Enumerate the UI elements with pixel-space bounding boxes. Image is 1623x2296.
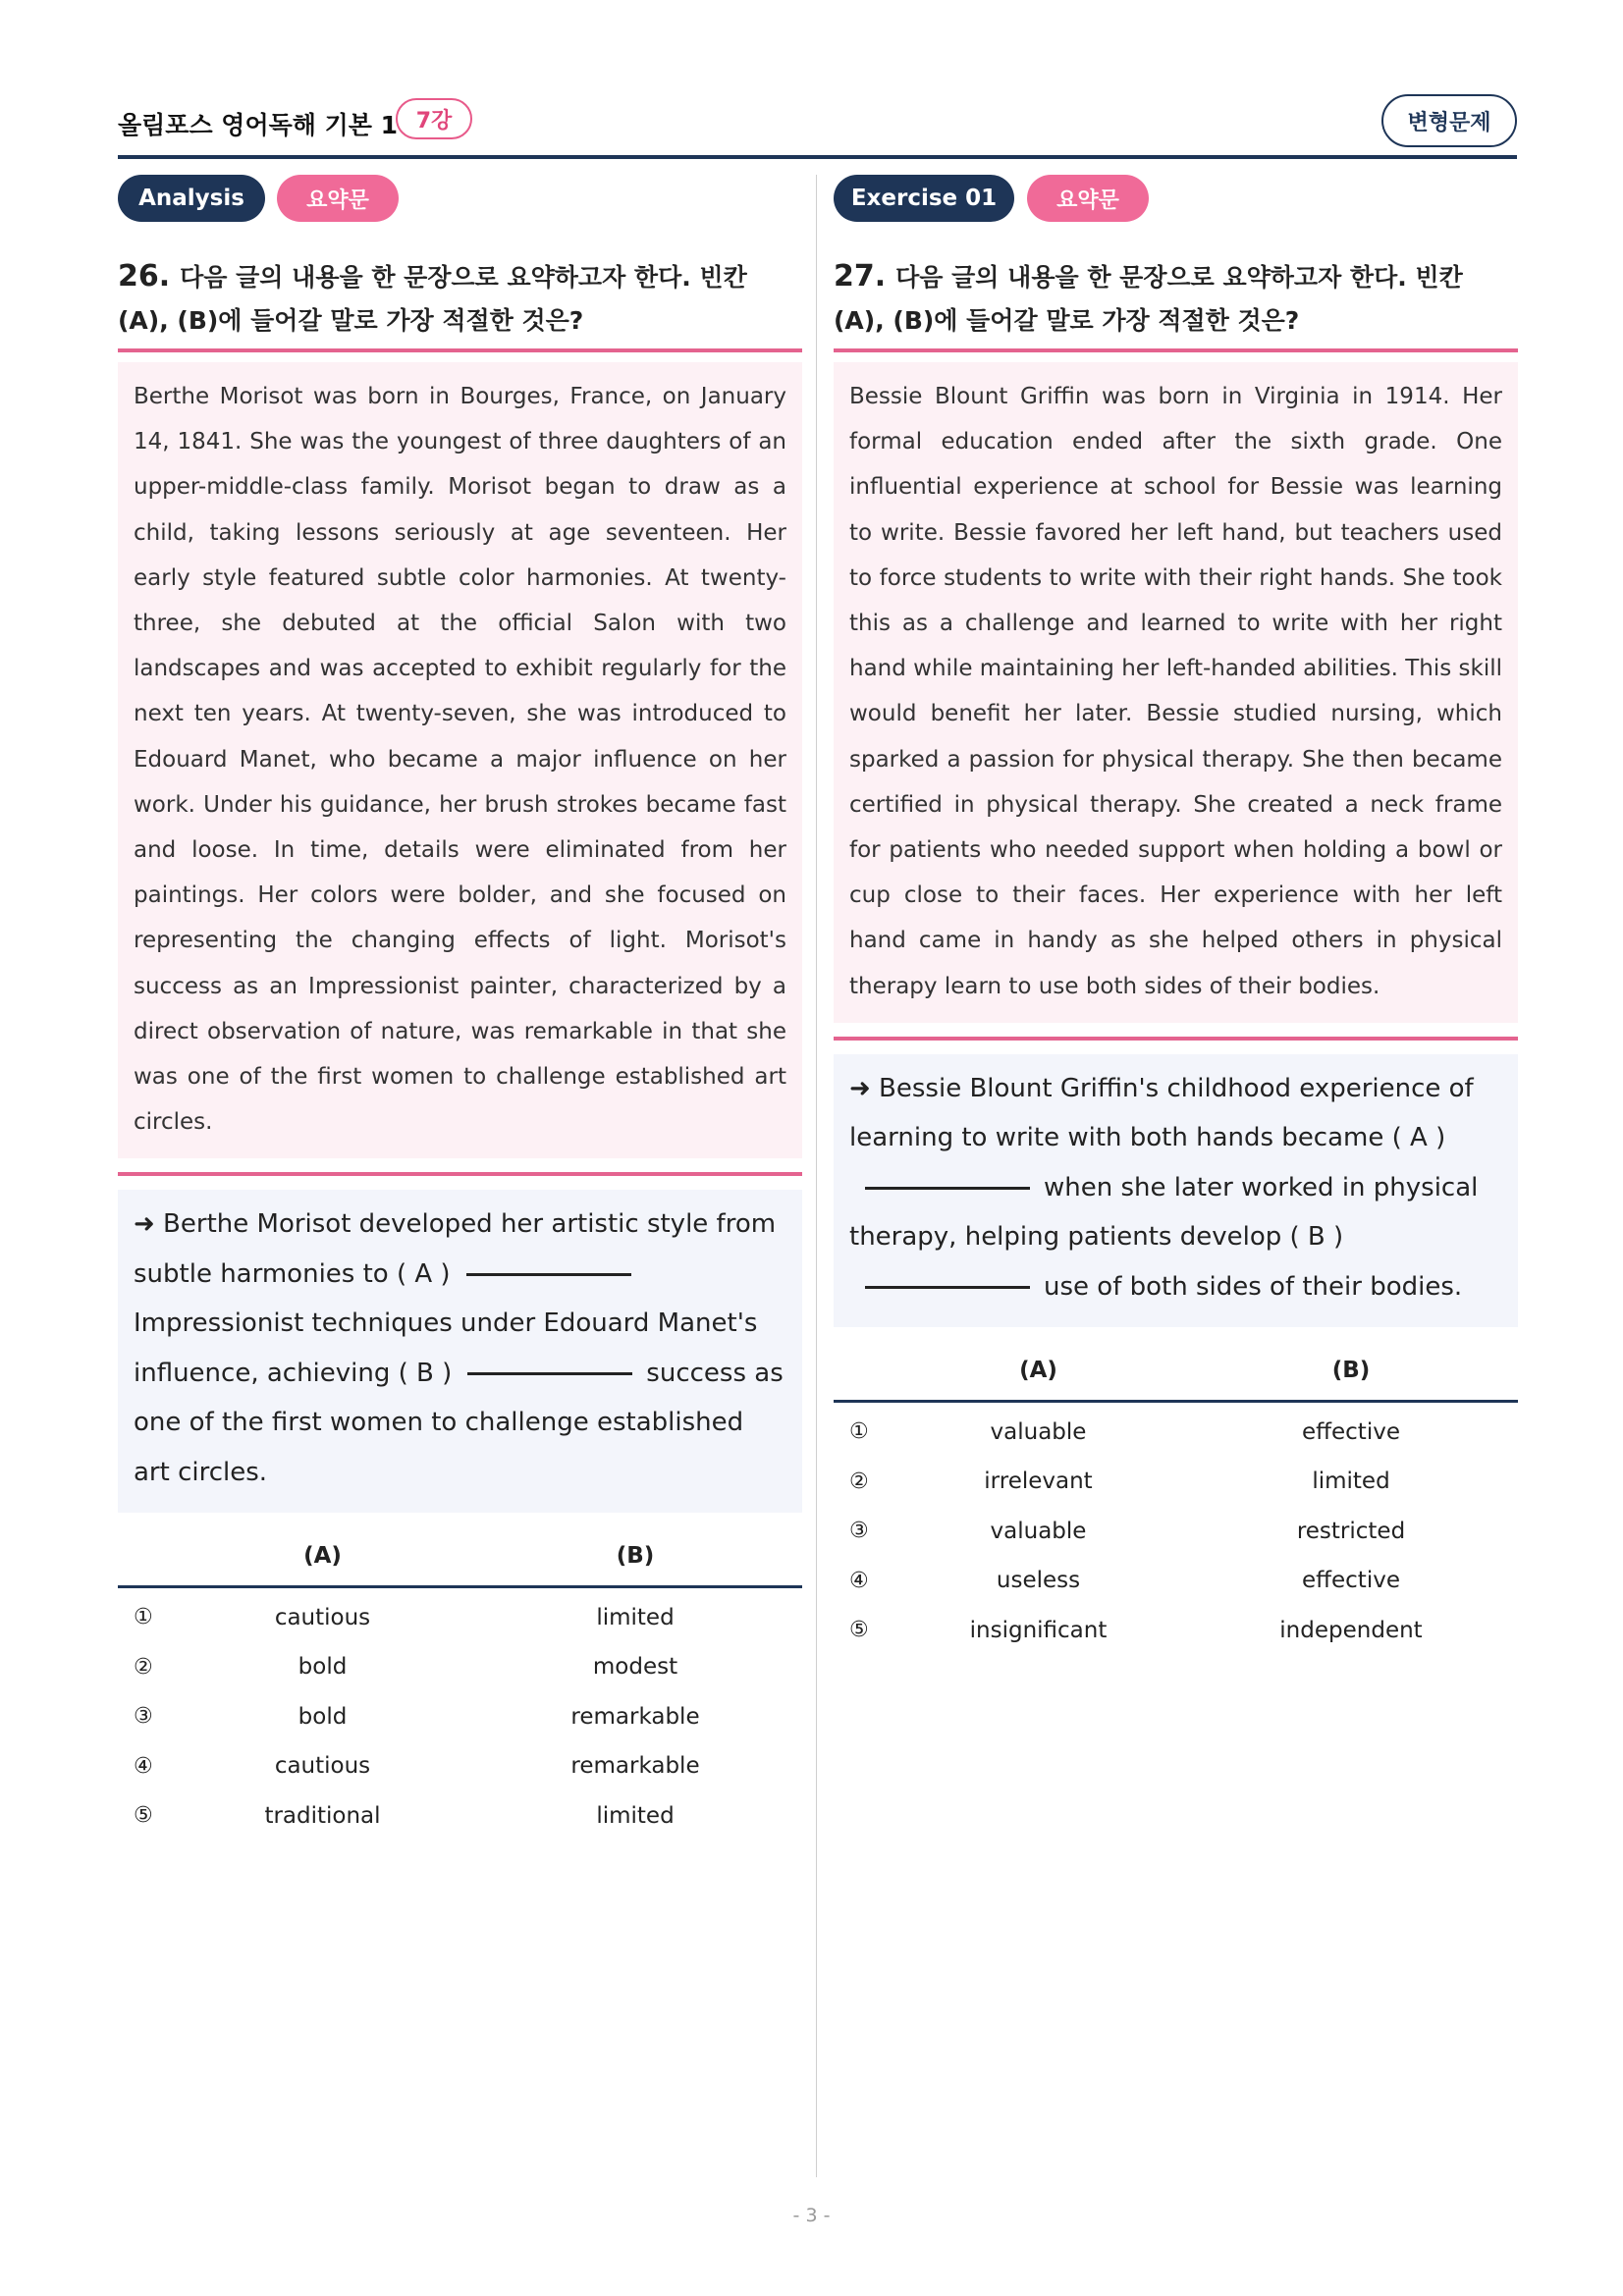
choice-row[interactable] xyxy=(118,1642,802,1692)
choice-number: ③ xyxy=(134,1704,153,1730)
choice-a: traditional xyxy=(264,1802,381,1829)
summary-tag: 요약문 xyxy=(1027,175,1149,222)
choices-header xyxy=(118,1526,802,1585)
tag-row xyxy=(834,175,1518,222)
left-column xyxy=(118,175,802,1841)
choice-row[interactable] xyxy=(834,1506,1518,1556)
blank-b xyxy=(467,1372,632,1375)
choice-b: limited xyxy=(1312,1468,1390,1495)
header-a: (A) xyxy=(1019,1358,1057,1384)
choice-b: limited xyxy=(596,1604,675,1630)
header-b: (B) xyxy=(616,1543,655,1570)
choice-a: insignificant xyxy=(969,1617,1108,1643)
choice-b: remarkable xyxy=(570,1753,700,1780)
choice-a: bold xyxy=(298,1654,348,1681)
summary-part-2: when she later worked in physical therapy, helping patients develop ( B ) xyxy=(849,1172,1479,1253)
choice-row[interactable] xyxy=(118,1790,802,1841)
choice-b: limited xyxy=(596,1802,675,1829)
choice-a: useless xyxy=(996,1568,1081,1594)
summary-tag: 요약문 xyxy=(277,175,399,222)
summary-part-3: use of both sides of their bodies. xyxy=(1044,1271,1463,1302)
column-divider xyxy=(816,175,817,2177)
passage: Bessie Blount Griffin was born in Virginia in 1914. Her formal education ended after the sixth grade. One influential experience at school for Bessie was learning to write. Bessie favored her left hand, but teachers used to force students to write with their right hands. She took this as a challenge and learned to write with her right hand while maintaining her left-handed abilities. This skill would benefit her later. Bessie studied nursing, which sparked a passion for physical therapy. She then became certified in physical therapy. She created a neck frame for patients who needed support when holding a bowl or cup close to their faces. Her experience with her left hand came in handy as she helped others in physical therapy learn to use both sides of their bodies. xyxy=(834,362,1518,1023)
choice-number: ② xyxy=(849,1468,869,1494)
choice-row[interactable] xyxy=(118,1741,802,1791)
blank-a xyxy=(466,1273,631,1276)
summary-part-3: success as one of the first women to challenge established art circles. xyxy=(134,1358,784,1487)
choice-a: bold xyxy=(298,1703,348,1730)
choice-b: remarkable xyxy=(570,1703,700,1730)
summary-part-1: ➜ Bessie Blount Griffin's childhood experience of learning to write with both hands became ( A ) xyxy=(849,1073,1474,1153)
choice-b: independent xyxy=(1279,1617,1423,1643)
choice-number: ② xyxy=(134,1654,153,1680)
answer-choices xyxy=(834,1341,1518,1655)
summary-box xyxy=(118,1190,802,1513)
passage: Berthe Morisot was born in Bourges, France, on January 14, 1841. She was the youngest of three daughters of an upper-middle-class family. Morisot began to draw as a child, taking lessons seriously at age seventeen. Her early style featured subtle color harmonies. At twenty-three, she debuted at the official Salon with two landscapes and was accepted to exhibit regularly for the next ten years. At twenty-seven, she was introduced to Edouard Manet, who became a major influence on her work. Under his guidance, her brush strokes became fast and loose. In time, details were eliminated from her paintings. Her colors were bolder, and she focused on representing the changing effects of light. Morisot's success as an Impressionist painter, characterized by a direct observation of nature, was remarkable in that she was one of the first women to challenge established art circles. xyxy=(118,362,802,1158)
summary-part-1: ➜ Berthe Morisot developed her artistic style from subtle harmonies to ( A ) xyxy=(134,1209,777,1289)
type-badge: 변형문제 xyxy=(1381,94,1517,147)
lesson-badge: 7강 xyxy=(396,98,472,139)
choice-b: effective xyxy=(1302,1568,1400,1594)
choice-row[interactable] xyxy=(118,1592,802,1642)
choice-number: ③ xyxy=(849,1519,869,1544)
choice-row[interactable] xyxy=(834,1457,1518,1507)
choices-rule xyxy=(834,1400,1518,1403)
choice-b: effective xyxy=(1302,1418,1400,1445)
choice-number: ④ xyxy=(849,1568,869,1593)
header-a: (A) xyxy=(303,1543,342,1570)
question-number: 26. xyxy=(118,259,171,294)
choices-rule xyxy=(118,1585,802,1588)
question xyxy=(834,255,1518,343)
choice-row[interactable] xyxy=(834,1605,1518,1655)
choice-number: ① xyxy=(849,1419,869,1445)
summary-box xyxy=(834,1054,1518,1328)
header-b: (B) xyxy=(1331,1358,1371,1384)
choice-a: valuable xyxy=(990,1418,1087,1445)
question xyxy=(118,255,802,343)
passage-bottom-rule xyxy=(118,1172,802,1176)
question-text: 다음 글의 내용을 한 문장으로 요약하고자 한다. 빈칸 (A), (B)에 들어갈 말로 가장 적절한 것은? xyxy=(834,263,1463,335)
choice-a: irrelevant xyxy=(984,1468,1093,1495)
choice-a: cautious xyxy=(274,1753,371,1780)
exercise-tag: Exercise 01 xyxy=(834,175,1014,222)
choices-header xyxy=(834,1341,1518,1400)
analysis-tag: Analysis xyxy=(118,175,265,222)
choice-number: ⑤ xyxy=(849,1618,869,1643)
choice-row[interactable] xyxy=(834,1407,1518,1457)
passage-top-rule xyxy=(834,348,1518,352)
choice-number: ⑤ xyxy=(134,1803,153,1829)
choice-a: cautious xyxy=(274,1604,371,1630)
choice-b: restricted xyxy=(1296,1518,1406,1544)
summary-part-2: Impressionist techniques under Edouard Manet's influence, achieving ( B ) xyxy=(134,1308,758,1388)
choice-number: ① xyxy=(134,1605,153,1630)
page-header xyxy=(118,94,1517,157)
book-title: 올림포스 영어독해 기본 1 xyxy=(118,111,399,139)
blank-b xyxy=(865,1286,1030,1289)
choice-number: ④ xyxy=(134,1753,153,1779)
passage-bottom-rule xyxy=(834,1037,1518,1041)
header-rule xyxy=(118,155,1517,159)
passage-top-rule xyxy=(118,348,802,352)
question-number: 27. xyxy=(834,259,887,294)
choice-row[interactable] xyxy=(118,1691,802,1741)
choice-row[interactable] xyxy=(834,1556,1518,1606)
answer-choices xyxy=(118,1526,802,1841)
question-text: 다음 글의 내용을 한 문장으로 요약하고자 한다. 빈칸 (A), (B)에 들어갈 말로 가장 적절한 것은? xyxy=(118,263,747,335)
choice-a: valuable xyxy=(990,1518,1087,1544)
tag-row xyxy=(118,175,802,222)
right-column xyxy=(834,175,1518,1655)
blank-a xyxy=(865,1187,1030,1190)
choice-b: modest xyxy=(592,1654,678,1681)
page-number: - 3 - xyxy=(792,2205,831,2226)
